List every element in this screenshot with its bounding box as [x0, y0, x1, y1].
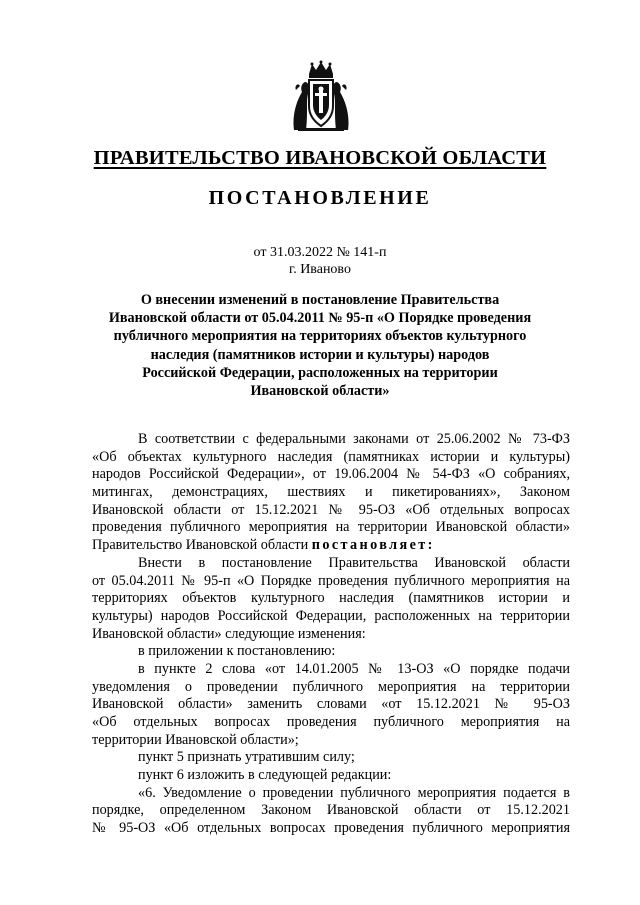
body-line: митингах, демонстрациях, шествиях и пикетированиях», Законом [92, 484, 570, 501]
body-line: «Об отдельных вопросах проведения публичного мероприятия на [92, 714, 570, 730]
body-line: от 05.04.2011 № 95-п «О Порядке проведения публичного мероприятия на [92, 572, 570, 589]
coat-of-arms-emblem [290, 60, 352, 134]
government-title [60, 147, 580, 170]
subject-line: Ивановской области» [250, 383, 390, 400]
body-line-decree [92, 537, 570, 555]
body-line: «6. Уведомление о проведении публичного мероприятия подается в [138, 784, 570, 801]
body-line: Ивановской области от 15.12.2021 № 95-ОЗ «Об отдельных вопросах [92, 501, 570, 518]
body-line: уведомления о проведении публичного мероприятия на территории [92, 678, 570, 695]
subject-line: О внесении изменений в постановление Правительства [140, 292, 500, 308]
body-line: территории Ивановской области»; [92, 731, 299, 748]
body-line: в приложении к постановлению: [138, 643, 336, 660]
document-date-number: от 31.03.2022 № 141-п [253, 245, 387, 260]
body-line: народов Российской Федерации», от 19.06.2004 № 54-ФЗ «О собраниях, [92, 466, 570, 483]
body-line: проведения публичного мероприятия на территории Ивановской области» [92, 519, 570, 536]
body-line: пункт 6 изложить в следующей редакции: [138, 767, 392, 784]
subject-line: Ивановской области от 05.04.2011 № 95-п «О Порядке проведения [108, 310, 532, 327]
body-line: пункт 5 признать утратившим силу; [138, 749, 355, 766]
document-city: г. Иваново [289, 262, 351, 277]
subject-line: Российской Федерации, расположенных на территории [142, 364, 498, 381]
government-title-text: ПРАВИТЕЛЬСТВО ИВАНОВСКОЙ ОБЛАСТИ [93, 147, 547, 169]
body-line: Внести в постановление Правительства Ивановской области [138, 554, 570, 571]
body-line: «Об объектах культурного наследия (памятниках истории и культуры) [92, 448, 570, 465]
body-line: культуры) народов Российской Федерации, расположенных на территории [92, 607, 570, 624]
body-line: территориях объектов культурного наследия (памятников истории и [92, 590, 570, 607]
document-subject [100, 291, 540, 400]
decree-word: постановляет: [311, 537, 435, 554]
body-line-text: Правительство Ивановской области [92, 537, 309, 554]
body-line: № 95-ОЗ «Об отдельных вопросах проведения публичного мероприятия [92, 820, 570, 837]
document-body [92, 431, 570, 838]
body-line: В соответствии с федеральными законами от 25.06.2002 № 73-ФЗ [138, 431, 570, 447]
body-line: порядке, определенном Законом Ивановской области от 15.12.2021 [92, 802, 570, 819]
document-type-heading: ПОСТАНОВЛЕНИЕ [208, 187, 432, 209]
subject-line: публичного мероприятия на территориях объектов культурного [113, 328, 527, 345]
subject-line: наследия (памятников истории и культуры) народов [150, 346, 490, 363]
body-line: Ивановской области» следующие изменения: [92, 625, 366, 642]
body-line: в пункте 2 слова «от 14.01.2005 № 13-ОЗ «О порядке подачи [138, 660, 570, 677]
body-line: Ивановской области» заменить словами «от 15.12.2021 № 95-ОЗ [92, 696, 570, 713]
